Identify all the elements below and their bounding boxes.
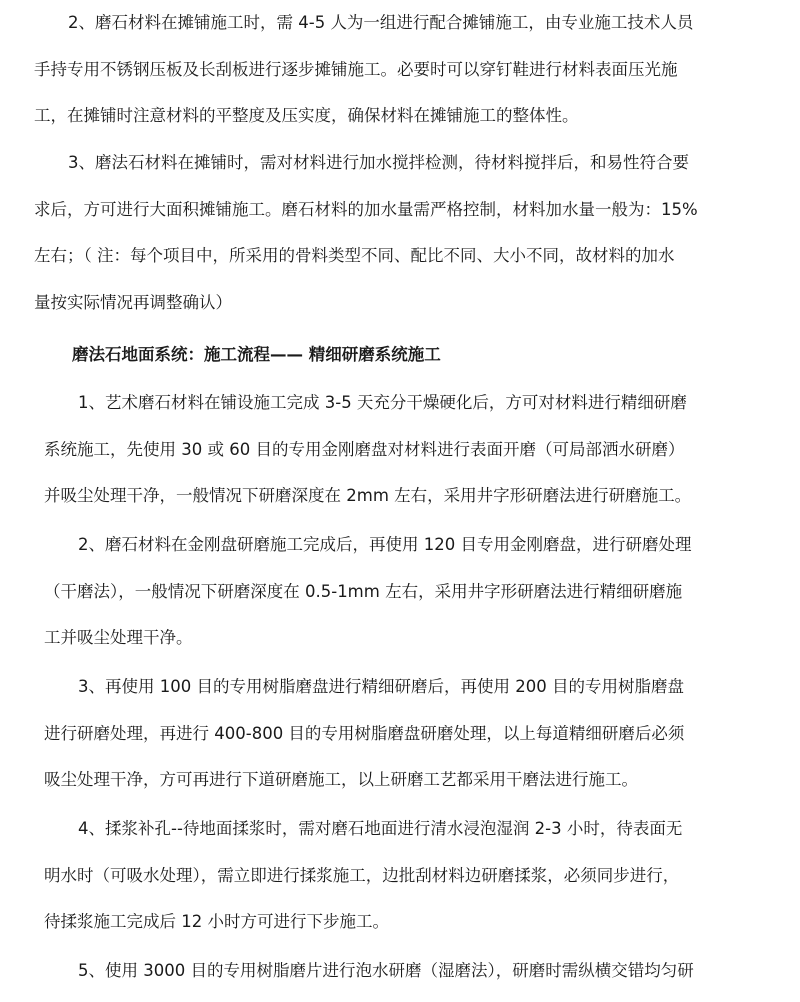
text-line: 明水时（可吸水处理），需立即进行揉浆施工，边批刮材料边研磨揉浆，必须同步进行， bbox=[44, 865, 680, 885]
text-line: （干磨法），一般情况下研磨深度在 0.5-1mm 左右，采用井字形研磨法进行精细研磨施 bbox=[44, 581, 683, 601]
paragraph-step-3-water-mixing bbox=[34, 140, 774, 326]
section-heading: 磨法石地面系统：施工流程—— 精细研磨系统施工 bbox=[72, 345, 441, 364]
paragraph-grinding-step-2 bbox=[44, 522, 774, 662]
text-line: 左右；（ 注：每个项目中，所采用的骨料类型不同、配比不同、大小不同，故材料的加水 bbox=[34, 246, 675, 266]
text-line: 2、磨石材料在摊铺施工时，需 4-5 人为一组进行配合摊铺施工，由专业施工技术人员 bbox=[68, 13, 694, 32]
text-line: 进行研磨处理，再进行 400-800 目的专用树脂磨盘研磨处理，以上每道精细研磨后必须 bbox=[44, 723, 685, 743]
paragraph-grinding-step-1 bbox=[44, 380, 774, 520]
text-line: 吸尘处理干净，方可再进行下道研磨施工，以上研磨工艺都采用干磨法进行施工。 bbox=[44, 770, 638, 790]
text-line: 待揉浆施工完成后 12 小时方可进行下步施工。 bbox=[44, 912, 389, 932]
text-line: 工并吸尘处理干净。 bbox=[44, 628, 193, 648]
text-line: 3、再使用 100 目的专用树脂磨盘进行精细研磨后，再使用 200 目的专用树脂磨盘 bbox=[78, 677, 684, 696]
paragraph-grinding-step-5 bbox=[44, 948, 774, 995]
text-line: 量按实际情况再调整确认） bbox=[34, 292, 232, 312]
paragraph-grinding-step-4 bbox=[44, 806, 774, 946]
text-line: 3、磨法石材料在摊铺时，需对材料进行加水搅拌检测，待材料搅拌后，和易性符合要 bbox=[68, 153, 689, 172]
paragraph-grinding-step-3 bbox=[44, 664, 774, 804]
paragraph-step-2-paving bbox=[34, 0, 774, 140]
text-line: 4、揉浆补孔--待地面揉浆时，需对磨石地面进行清水浸泡湿润 2-3 小时，待表面无 bbox=[78, 819, 683, 838]
text-line: 5、使用 3000 目的专用树脂磨片进行泡水研磨（湿磨法），研磨时需纵横交错均匀研 bbox=[78, 961, 694, 980]
text-line: 2、磨石材料在金刚盘研磨施工完成后，再使用 120 目专用金刚磨盘，进行研磨处理 bbox=[78, 535, 692, 554]
text-line: 系统施工，先使用 30 或 60 目的专用金刚磨盘对材料进行表面开磨（可局部洒水研磨） bbox=[44, 439, 685, 459]
text-line: 工，在摊铺时注意材料的平整度及压实度，确保材料在摊铺施工的整体性。 bbox=[34, 106, 579, 126]
text-line: 并吸尘处理干净，一般情况下研磨深度在 2mm 左右，采用井字形研磨法进行研磨施工。 bbox=[44, 486, 692, 506]
text-line: 1、艺术磨石材料在铺设施工完成 3-5 天充分干燥硬化后，方可对材料进行精细研磨 bbox=[78, 393, 687, 412]
text-line: 求后，方可进行大面积摊铺施工。磨石材料的加水量需严格控制，材料加水量一般为：15% bbox=[34, 199, 698, 219]
text-line: 手持专用不锈钢压板及长刮板进行逐步摊铺施工。必要时可以穿钉鞋进行材料表面压光施 bbox=[34, 59, 678, 79]
